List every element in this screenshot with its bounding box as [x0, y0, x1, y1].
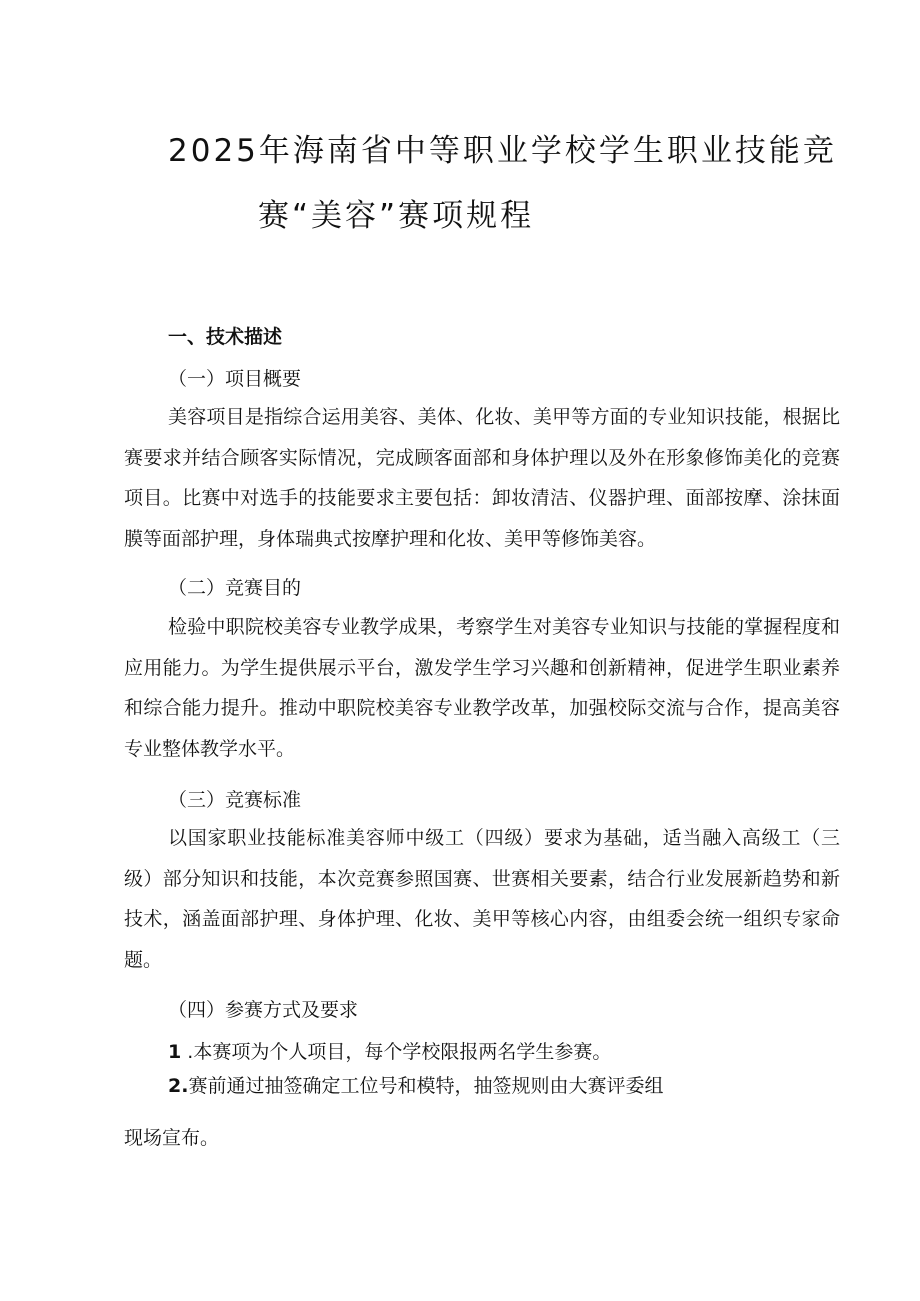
subheading-competition-purpose: （二）竞赛目的	[168, 577, 302, 599]
document-title-line1: 2025年海南省中等职业学校学生职业技能竞	[168, 133, 837, 169]
list-item-2	[168, 1071, 663, 1098]
subheading-project-overview: （一）项目概要	[168, 368, 302, 390]
list-item-2-continuation: 现场宣布。	[124, 1127, 220, 1149]
subheading-competition-standard: （三）竞赛标准	[168, 789, 302, 811]
paragraph-project-overview: 美容项目是指综合运用美容、美体、化妆、美甲等方面的专业知识技能，根据比赛要求并结合顾客实际情况，完成顾客面部和身体护理以及外在形象修饰美化的竞赛项目。比赛中对选手的技能要求主要包括：卸妆清洁、仪器护理、面部按摩、涂抹面膜等面部护理，身体瑞典式按摩护理和化妆、美甲等修饰美容。	[124, 406, 840, 550]
section-heading-technical-description: 一、技术描述	[168, 326, 283, 348]
document-title-line2: 赛“美容”赛项规程	[258, 198, 535, 234]
paragraph-competition-purpose: 检验中职院校美容专业教学成果，考察学生对美容专业知识与技能的掌握程度和应用能力。为学生提供展示平台，激发学生学习兴趣和创新精神，促进学生职业素养和综合能力提升。推动中职院校美容专业教学改革，加强校际交流与合作，提高美容专业整体教学水平。	[124, 616, 840, 760]
list-item-1-text: .本赛项为个人项目，每个学校限报两名学生参赛。	[181, 1041, 612, 1063]
subheading-participation-requirements: （四）参赛方式及要求	[168, 999, 359, 1021]
list-item-2-number: 2.	[168, 1075, 189, 1097]
paragraph-competition-standard: 以国家职业技能标准美容师中级工（四级）要求为基础，适当融入高级工（三级）部分知识和技能，本次竞赛参照国赛、世赛相关要素，结合行业发展新趋势和新技术，涵盖面部护理、身体护理、化妆、美甲等核心内容，由组委会统一组织专家命题。	[124, 827, 840, 971]
list-item-2-text: 赛前通过抽签确定工位号和模特，抽签规则由大赛评委组	[188, 1075, 664, 1097]
list-item-1	[168, 1037, 611, 1064]
list-item-1-number: 1	[168, 1041, 182, 1063]
